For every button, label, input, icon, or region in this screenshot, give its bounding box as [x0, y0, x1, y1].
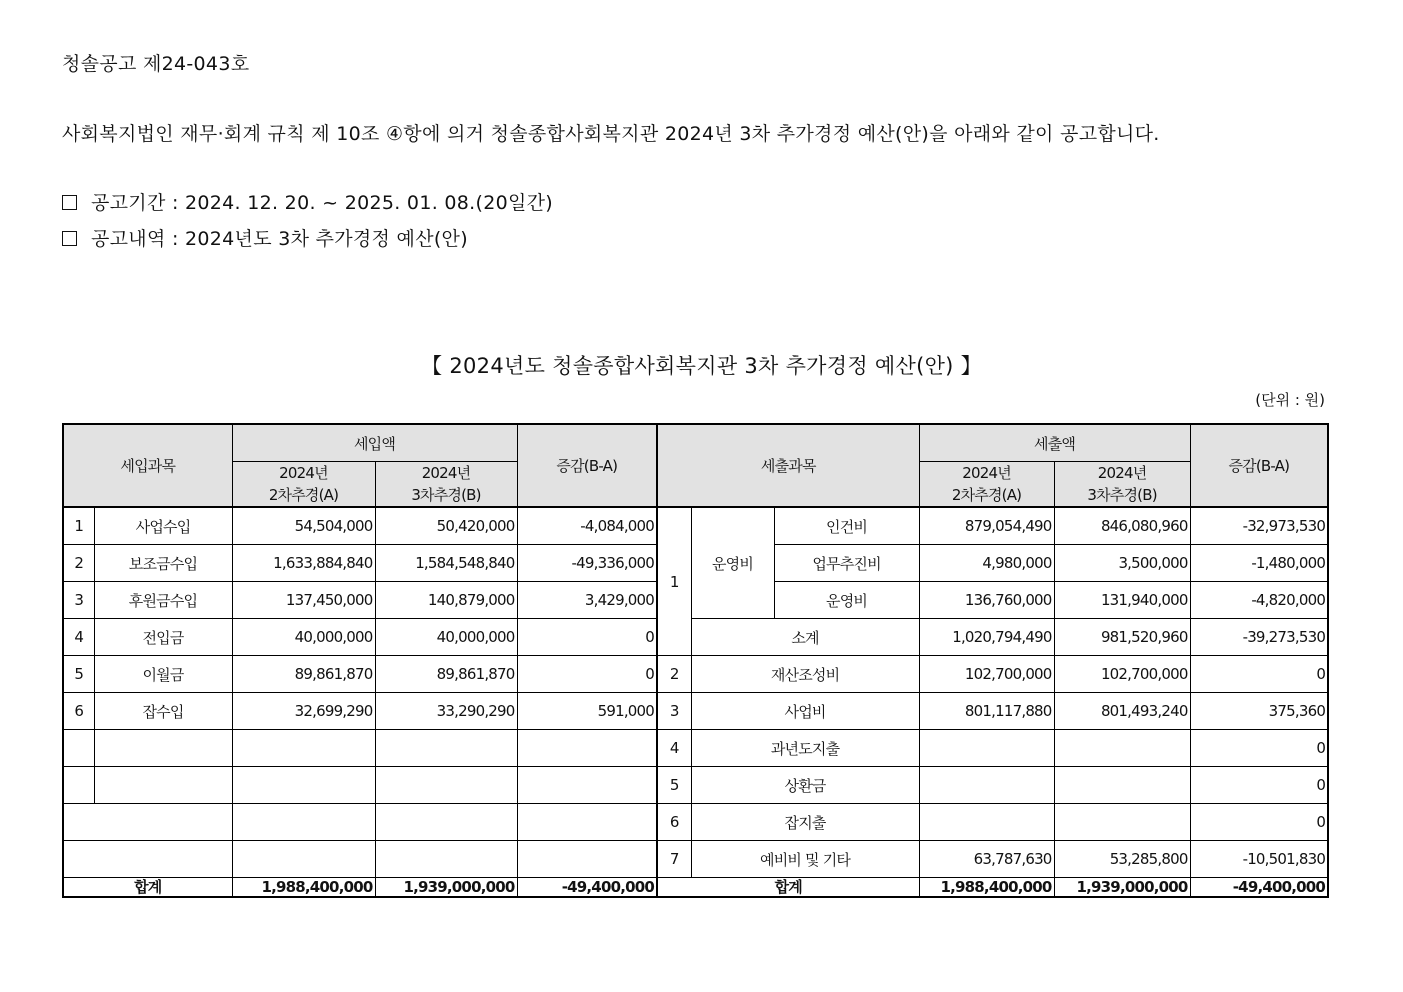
expense-amount-header: 세출액	[919, 424, 1190, 462]
empty-cell	[63, 730, 94, 767]
table-title: 【 2024년도 청솔종합사회복지관 3차 추가경정 예산(안) 】	[421, 354, 982, 378]
income-item-header: 세입과목	[63, 424, 232, 507]
income-a: 54,504,000	[232, 507, 375, 545]
expense-b	[1054, 767, 1190, 804]
expense-diff: 0	[1190, 804, 1328, 841]
income-b: 140,879,000	[375, 582, 517, 619]
header-line-2: 2차추경(A)	[268, 486, 339, 504]
empty-cell	[94, 767, 232, 804]
income-b: 89,861,870	[375, 656, 517, 693]
expense-total-label: 합계	[657, 878, 919, 898]
expense-name: 사업비	[691, 693, 919, 730]
notice-number: 청솔공고 제24-043호	[62, 53, 250, 75]
empty-cell	[94, 730, 232, 767]
expense-name: 운영비	[774, 582, 919, 619]
expense-no: 3	[657, 693, 691, 730]
income-no: 4	[63, 619, 94, 656]
expense-b: 3,500,000	[1054, 545, 1190, 582]
header-line-1: 2024년	[279, 464, 328, 482]
expense-a	[919, 767, 1054, 804]
income-total-label: 합계	[63, 878, 232, 898]
notice-content-text: 공고내역 : 2024년도 3차 추가경정 예산(안)	[91, 228, 468, 250]
income-b: 40,000,000	[375, 619, 517, 656]
checkbox-square-icon	[62, 231, 77, 246]
expense-curr-header	[1054, 462, 1190, 508]
expense-b: 981,520,960	[1054, 619, 1190, 656]
income-b: 50,420,000	[375, 507, 517, 545]
header-line-1: 2024년	[421, 464, 471, 482]
expense-a	[919, 730, 1054, 767]
income-diff: 591,000	[517, 693, 657, 730]
header-line-1: 2024년	[1097, 464, 1147, 482]
income-name: 후원금수입	[94, 582, 232, 619]
income-name: 이월금	[94, 656, 232, 693]
empty-cell	[63, 767, 94, 804]
header-line-2: 3차추경(B)	[411, 486, 481, 504]
expense-name: 소계	[691, 619, 919, 656]
income-b: 1,584,548,840	[375, 545, 517, 582]
table-row	[63, 767, 1328, 804]
income-name: 사업수입	[94, 507, 232, 545]
expense-no: 7	[657, 841, 691, 878]
header-line-2: 3차추경(B)	[1087, 486, 1157, 504]
empty-cell	[63, 841, 232, 878]
expense-a: 4,980,000	[919, 545, 1054, 582]
expense-diff: -39,273,530	[1190, 619, 1328, 656]
empty-cell	[375, 804, 517, 841]
expense-diff: 0	[1190, 656, 1328, 693]
table-row	[63, 619, 1328, 656]
income-no: 5	[63, 656, 94, 693]
income-total-b: 1,939,000,000	[375, 878, 517, 898]
expense-diff: -4,820,000	[1190, 582, 1328, 619]
income-b: 33,290,290	[375, 693, 517, 730]
empty-cell	[517, 730, 657, 767]
income-diff: -4,084,000	[517, 507, 657, 545]
expense-name: 업무추진비	[774, 545, 919, 582]
expense-diff: 375,360	[1190, 693, 1328, 730]
expense-a: 801,117,880	[919, 693, 1054, 730]
income-a: 32,699,290	[232, 693, 375, 730]
income-a: 40,000,000	[232, 619, 375, 656]
empty-cell	[375, 841, 517, 878]
expense-name: 잡지출	[691, 804, 919, 841]
header-line-1: 2024년	[962, 464, 1011, 482]
empty-cell	[232, 767, 375, 804]
expense-no: 4	[657, 730, 691, 767]
expense-b: 846,080,960	[1054, 507, 1190, 545]
notice-content	[62, 224, 468, 251]
income-no: 3	[63, 582, 94, 619]
empty-cell	[375, 767, 517, 804]
expense-b: 53,285,800	[1054, 841, 1190, 878]
empty-cell	[232, 841, 375, 878]
expense-diff: -32,973,530	[1190, 507, 1328, 545]
expense-no: 5	[657, 767, 691, 804]
empty-cell	[517, 841, 657, 878]
income-a: 137,450,000	[232, 582, 375, 619]
expense-name: 과년도지출	[691, 730, 919, 767]
expense-prev-header	[919, 462, 1054, 508]
expense-diff: -10,501,830	[1190, 841, 1328, 878]
income-diff: -49,336,000	[517, 545, 657, 582]
expense-a: 102,700,000	[919, 656, 1054, 693]
income-a: 89,861,870	[232, 656, 375, 693]
table-row	[63, 730, 1328, 767]
expense-no: 2	[657, 656, 691, 693]
empty-cell	[375, 730, 517, 767]
expense-diff: -1,480,000	[1190, 545, 1328, 582]
expense-name: 재산조성비	[691, 656, 919, 693]
income-diff: 3,429,000	[517, 582, 657, 619]
notice-period-text: 공고기간 : 2024. 12. 20. ~ 2025. 01. 08.(20일간)	[91, 192, 554, 214]
income-name: 보조금수입	[94, 545, 232, 582]
expense-b	[1054, 730, 1190, 767]
expense-diff-header: 증감(B-A)	[1190, 424, 1328, 507]
income-name: 전입금	[94, 619, 232, 656]
empty-cell	[517, 804, 657, 841]
expense-group-name: 운영비	[691, 507, 774, 619]
expense-total-diff: -49,400,000	[1190, 878, 1328, 898]
expense-total-a: 1,988,400,000	[919, 878, 1054, 898]
unit-label: (단위 : 원)	[1255, 391, 1325, 409]
income-no: 1	[63, 507, 94, 545]
income-amount-header: 세입액	[232, 424, 517, 462]
income-a: 1,633,884,840	[232, 545, 375, 582]
expense-total-b: 1,939,000,000	[1054, 878, 1190, 898]
income-total-diff: -49,400,000	[517, 878, 657, 898]
expense-item-header: 세출과목	[657, 424, 919, 507]
empty-cell	[232, 730, 375, 767]
expense-a: 1,020,794,490	[919, 619, 1054, 656]
notice-period	[62, 188, 553, 215]
income-diff-header: 증감(B-A)	[517, 424, 657, 507]
empty-cell	[63, 804, 232, 841]
income-no: 2	[63, 545, 94, 582]
income-diff: 0	[517, 619, 657, 656]
expense-a: 879,054,490	[919, 507, 1054, 545]
header-line-2: 2차추경(A)	[951, 486, 1022, 504]
total-row	[63, 878, 1328, 898]
expense-no: 6	[657, 804, 691, 841]
expense-b: 131,940,000	[1054, 582, 1190, 619]
empty-cell	[232, 804, 375, 841]
expense-a: 63,787,630	[919, 841, 1054, 878]
expense-group-no: 1	[657, 507, 691, 656]
expense-b: 102,700,000	[1054, 656, 1190, 693]
expense-name: 인건비	[774, 507, 919, 545]
income-diff: 0	[517, 656, 657, 693]
table-row	[63, 804, 1328, 841]
income-curr-header	[375, 462, 517, 508]
expense-a: 136,760,000	[919, 582, 1054, 619]
expense-b: 801,493,240	[1054, 693, 1190, 730]
income-prev-header	[232, 462, 375, 508]
table-row	[63, 656, 1328, 693]
expense-diff: 0	[1190, 767, 1328, 804]
table-row	[63, 507, 1328, 545]
income-no: 6	[63, 693, 94, 730]
expense-name: 상환금	[691, 767, 919, 804]
table-row	[63, 841, 1328, 878]
income-total-a: 1,988,400,000	[232, 878, 375, 898]
expense-diff: 0	[1190, 730, 1328, 767]
expense-a	[919, 804, 1054, 841]
income-name: 잡수입	[94, 693, 232, 730]
table-row	[63, 693, 1328, 730]
empty-cell	[517, 767, 657, 804]
expense-b	[1054, 804, 1190, 841]
expense-name: 예비비 및 기타	[691, 841, 919, 878]
notice-body: 사회복지법인 재무·회계 규칙 제 10조 ④항에 의거 청솔종합사회복지관 2024년 3차 추가경정 예산(안)을 아래와 같이 공고합니다.	[62, 123, 1160, 145]
checkbox-square-icon	[62, 195, 77, 210]
budget-table	[62, 423, 1329, 898]
